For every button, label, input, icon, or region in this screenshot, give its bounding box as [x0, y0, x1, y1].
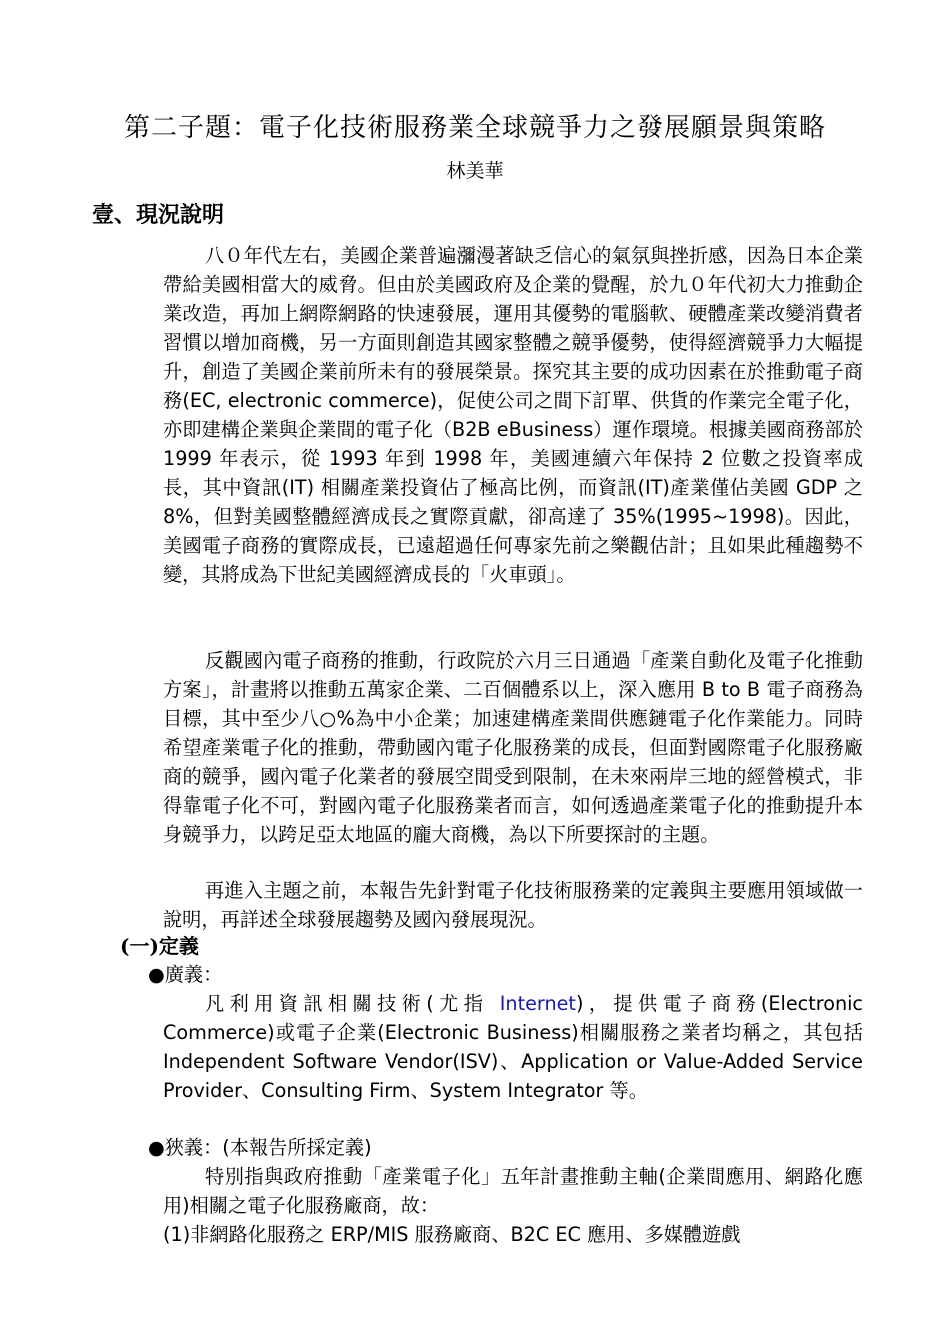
broad-definition-text	[163, 989, 863, 1105]
broad-text-after: )，提供電子商務(Electronic Commerce)或電子企業(Electronic Business)相關服務之業者均稱之，其包括 Independent Software Vendor(ISV)、Application or Value-Added Service Provider、Consulting Firm、System Integrator 等。	[163, 992, 863, 1102]
paragraph-1	[163, 241, 863, 589]
paragraph-1-text: 八０年代左右，美國企業普遍瀰漫著缺乏信心的氣氛與挫折感，因為日本企業帶給美國相當大的威脅。但由於美國政府及企業的覺醒，於九０年代初大力推動企業改造，再加上網際網路的快速發展，運用其優勢的電腦軟、硬體產業改變消費者習慣以增加商機，另一方面則創造其國家整體之競爭優勢，使得經濟競爭力大幅提升，創造了美國企業前所未有的發展榮景。探究其主要的成功因素在於推動電子商務(EC, electronic commerce)，促使公司之間下訂單、供貨的作業完全電子化，亦即建構企業與企業間的電子化（B2B eBusiness）運作環境。根據美國商務部於 1999 年表示，從 1993 年到 1998 年，美國連續六年保持 2 位數之投資率成長，其中資訊(IT) 相關產業投資佔了極高比例，而資訊(IT)產業僅佔美國 GDP 之 8%，但對美國整體經濟成長之實際貢獻，卻高達了 35%(1995~1998)。因此，美國電子商務的實際成長，已遠超過任何專家先前之樂觀估計；且如果此種趨勢不變，其將成為下世紀美國經濟成長的「火車頭」。	[163, 244, 863, 586]
internet-link[interactable]: Internet	[499, 992, 576, 1015]
paragraph-3-text: 再進入主題之前，本報告先針對電子化技術服務業的定義與主要應用領域做一說明，再詳述全球發展趨勢及國內發展現況。	[163, 879, 863, 931]
narrow-definition-label: ●狹義：(本報告所採定義)	[148, 1136, 372, 1159]
subsection-heading: (一)定義	[120, 934, 199, 958]
narrow-list-item-1: (1)非網路化服務之 ERP/MIS 服務廠商、B2C EC 應用、多媒體遊戲	[163, 1223, 741, 1246]
narrow-definition-text: 特別指與政府推動「產業電子化」五年計畫推動主軸(企業間應用、網路化應用)相關之電子化服務廠商，故：	[163, 1165, 863, 1217]
paragraph-3	[163, 876, 863, 934]
broad-definition	[163, 989, 863, 1105]
paragraph-2	[163, 646, 863, 849]
paragraph-2-text: 反觀國內電子商務的推動，行政院於六月三日通過「產業自動化及電子化推動方案」，計畫將以推動五萬家企業、二百個體系以上，深入應用 B to B 電子商務為目標，其中至少八○%為中小企業；加速建構產業間供應鏈電子化作業能力。同時希望產業電子化的推動，帶動國內電子化服務業的成長，但面對國際電子化服務廠商的競爭，國內電子化業者的發展空間受到限制，在未來兩岸三地的經營模式，非得靠電子化不可，對國內電子化服務業者而言，如何透過產業電子化的推動提升本身競爭力，以跨足亞太地區的龐大商機，為以下所要探討的主題。	[163, 649, 863, 846]
broad-definition-label: ●廣義：	[148, 963, 223, 986]
section-heading: 壹、現況說明	[92, 202, 225, 228]
author-name: 林美華	[446, 160, 504, 182]
document-title: 第二子題：電子化技術服務業全球競爭力之發展願景與策略	[123, 113, 826, 143]
narrow-definition	[163, 1162, 863, 1249]
broad-text-before: 凡利用資訊相關技術(尤指	[205, 992, 500, 1015]
